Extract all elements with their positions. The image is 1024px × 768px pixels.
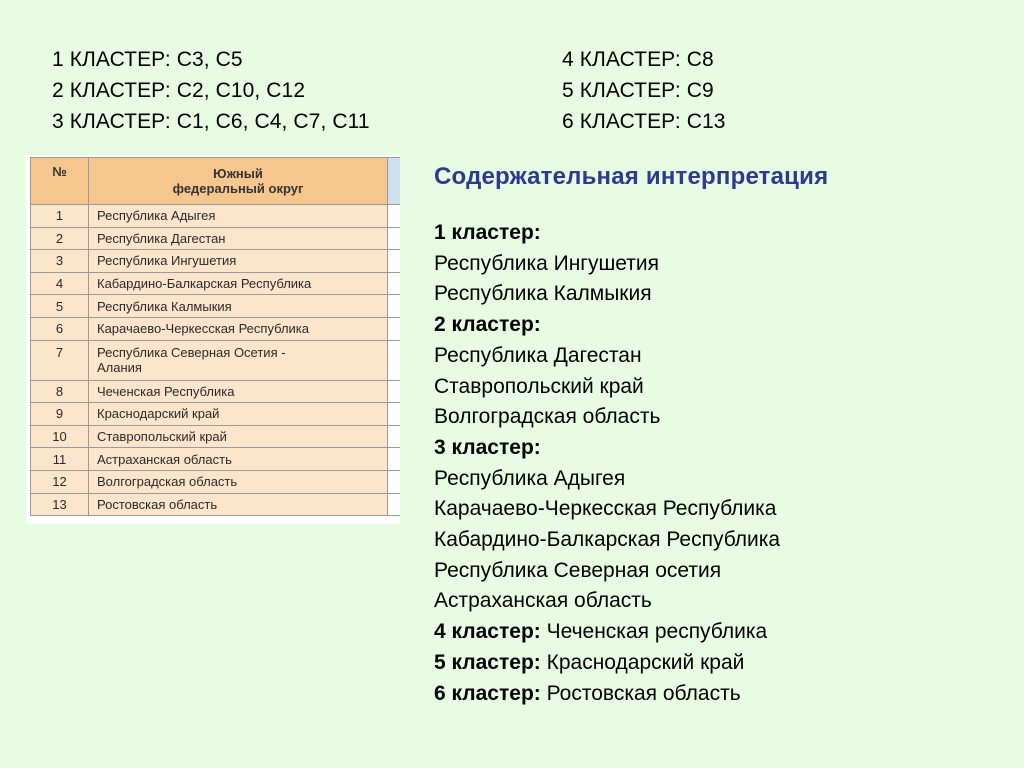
cluster-1-item: Республика Калмыкия <box>434 282 652 306</box>
row-name: Ставропольский край <box>89 425 388 448</box>
cluster-list-right <box>562 44 726 137</box>
row-number: 10 <box>31 425 89 448</box>
row-name: Кабардино-Балкарская Республика <box>89 272 388 295</box>
cluster-5-line <box>434 648 1014 679</box>
row-name: Республика Ингушетия <box>89 250 388 273</box>
row-name: Волгоградская область <box>89 470 388 493</box>
row-extra <box>388 403 401 426</box>
table-row <box>31 227 401 250</box>
row-extra <box>388 380 401 403</box>
cluster-line: 2 КЛАСТЕР: С2, С10, С12 <box>52 79 306 102</box>
interpretation-body <box>434 218 1014 709</box>
row-number: 5 <box>31 295 89 318</box>
cluster-2-label: 2 кластер: <box>434 313 541 337</box>
cluster-line: 1 КЛАСТЕР: С3, С5 <box>52 48 243 71</box>
cluster-line: 4 КЛАСТЕР: С8 <box>562 48 714 71</box>
cluster-3-item: Республика Северная осетия <box>434 558 722 582</box>
cluster-4-value: Чеченская республика <box>540 620 768 644</box>
row-number: 1 <box>31 205 89 228</box>
row-extra <box>388 448 401 471</box>
row-number: 13 <box>31 493 89 516</box>
table-row <box>31 380 401 403</box>
cluster-line: 5 КЛАСТЕР: С9 <box>562 79 714 102</box>
cluster-3-item: Кабардино-Балкарская Республика <box>434 528 781 552</box>
header-district <box>89 158 388 205</box>
cluster-2-item: Волгоградская область <box>434 405 661 429</box>
interpretation-block <box>434 160 1014 709</box>
header-extra-column <box>388 158 401 205</box>
cluster-2-item: Ставропольский край <box>434 374 644 398</box>
row-extra <box>388 295 401 318</box>
row-name: Республика Калмыкия <box>89 295 388 318</box>
cluster-4-line <box>434 617 1014 648</box>
table-row <box>31 272 401 295</box>
cluster-3-item: Карачаево-Черкесская Республика <box>434 497 777 521</box>
cluster-1-label: 1 кластер: <box>434 221 541 244</box>
row-name: Ростовская область <box>89 493 388 516</box>
row-name: Чеченская Республика <box>89 380 388 403</box>
table-row <box>31 205 401 228</box>
cluster-5-label: 5 кластер: <box>434 650 541 674</box>
row-name-line2: Алания <box>97 360 142 376</box>
row-extra <box>388 340 401 380</box>
row-number: 8 <box>31 380 89 403</box>
regions-table <box>30 157 400 516</box>
row-name: Республика Адыгея <box>89 205 388 228</box>
cluster-2-item: Республика Дагестан <box>434 343 642 367</box>
header-number: № <box>31 158 89 205</box>
cluster-3-item: Республика Адыгея <box>434 466 626 490</box>
table-row <box>31 340 401 380</box>
cluster-4-label: 4 кластер: <box>434 620 541 644</box>
row-extra <box>388 205 401 228</box>
row-number: 7 <box>31 340 89 380</box>
table-row <box>31 448 401 471</box>
row-name: Астраханская область <box>89 448 388 471</box>
row-name-line1: Республика Северная Осетия - <box>97 345 286 361</box>
row-number: 6 <box>31 317 89 340</box>
table-row <box>31 425 401 448</box>
table-row <box>31 493 401 516</box>
cluster-6-value: Ростовская область <box>540 681 741 705</box>
table-row <box>31 295 401 318</box>
row-number: 3 <box>31 250 89 273</box>
table-row <box>31 250 401 273</box>
table-header-row <box>31 158 401 205</box>
cluster-6-line <box>434 679 1014 710</box>
cluster-line: 6 КЛАСТЕР: С13 <box>562 110 726 133</box>
row-name: Карачаево-Черкесская Республика <box>89 317 388 340</box>
cluster-line: 3 КЛАСТЕР: С1, С6, С4, С7, С11 <box>52 110 370 133</box>
row-number: 11 <box>31 448 89 471</box>
row-number: 2 <box>31 227 89 250</box>
interpretation-title: Содержательная интерпретация <box>434 163 829 190</box>
row-extra <box>388 425 401 448</box>
row-name: Республика Дагестан <box>89 227 388 250</box>
cluster-list-left <box>52 44 370 137</box>
row-extra <box>388 493 401 516</box>
row-extra <box>388 250 401 273</box>
row-number: 9 <box>31 403 89 426</box>
row-extra <box>388 470 401 493</box>
header-district-line2: федеральный округ <box>172 181 304 196</box>
table-row <box>31 317 401 340</box>
header-district-line1: Южный <box>213 166 263 181</box>
table-row <box>31 470 401 493</box>
row-name: Краснодарский край <box>89 403 388 426</box>
cluster-1-item: Республика Ингушетия <box>434 251 660 275</box>
cluster-6-label: 6 кластер: <box>434 681 541 705</box>
row-extra <box>388 317 401 340</box>
cluster-5-value: Краснодарский край <box>540 650 745 674</box>
cluster-3-label: 3 кластер: <box>434 435 541 459</box>
row-name <box>89 340 388 380</box>
row-number: 4 <box>31 272 89 295</box>
table-row <box>31 403 401 426</box>
row-extra <box>388 227 401 250</box>
row-number: 12 <box>31 470 89 493</box>
cluster-3-item: Астраханская область <box>434 589 652 613</box>
regions-table-image <box>26 155 400 524</box>
row-extra <box>388 272 401 295</box>
